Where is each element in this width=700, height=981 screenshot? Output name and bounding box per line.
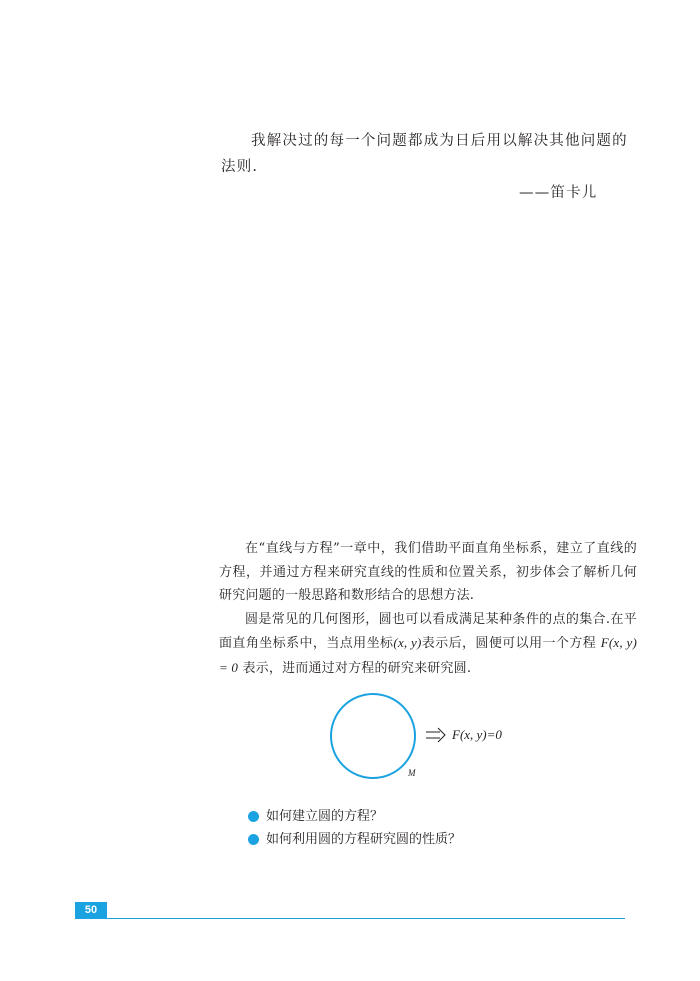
intro-p2-equation: F(x, y) = 0 [219,635,638,675]
intro-p2-part1: 圆是常见的几何图形，圆也可以看成满足某种条件的点的集合.在平面直角坐标系中，当点用坐标 [219,611,637,651]
epigraph-text: 我解决过的每一个问题都成为日后用以解决其他问题的法则. [221,133,628,175]
intro-p2-part3: 表示，进而通过对方程的研究来研究圆. [242,660,472,676]
intro-paragraph-1: 在“直线与方程”一章中，我们借助平面直角坐标系，建立了直线的方程，并通过方程来研究直线的性质和位置关系，初步体会了解析几何研究问题的一般思路和数形结合的思想方法. [219,541,637,603]
question-text: 如何建立圆的方程？ [266,809,384,824]
question-text: 如何利用圆的方程研究圆的性质？ [266,832,462,847]
bullet-dot-icon [248,834,259,845]
intro-p2-coord: (x, y) [393,635,422,650]
bullet-dot-icon [248,811,259,822]
figure-equation: F(x, y)=0 [452,727,502,742]
intro-p2-part2: 表示后，圆便可以用一个方程 [421,636,597,651]
point-m-label: M [408,768,416,778]
list-item [248,828,461,851]
circle-figure [326,689,526,784]
circle-shape [331,694,415,778]
list-item [248,805,461,828]
question-list [248,805,461,851]
epigraph-author: ——笛卡儿 [519,185,598,201]
footer-rule [75,918,625,919]
intro-paragraph-2 [219,608,637,681]
page-number: 50 [75,902,107,919]
epigraph [221,128,641,201]
chapter-intro [219,537,637,680]
double-arrow-right-icon [426,728,445,742]
